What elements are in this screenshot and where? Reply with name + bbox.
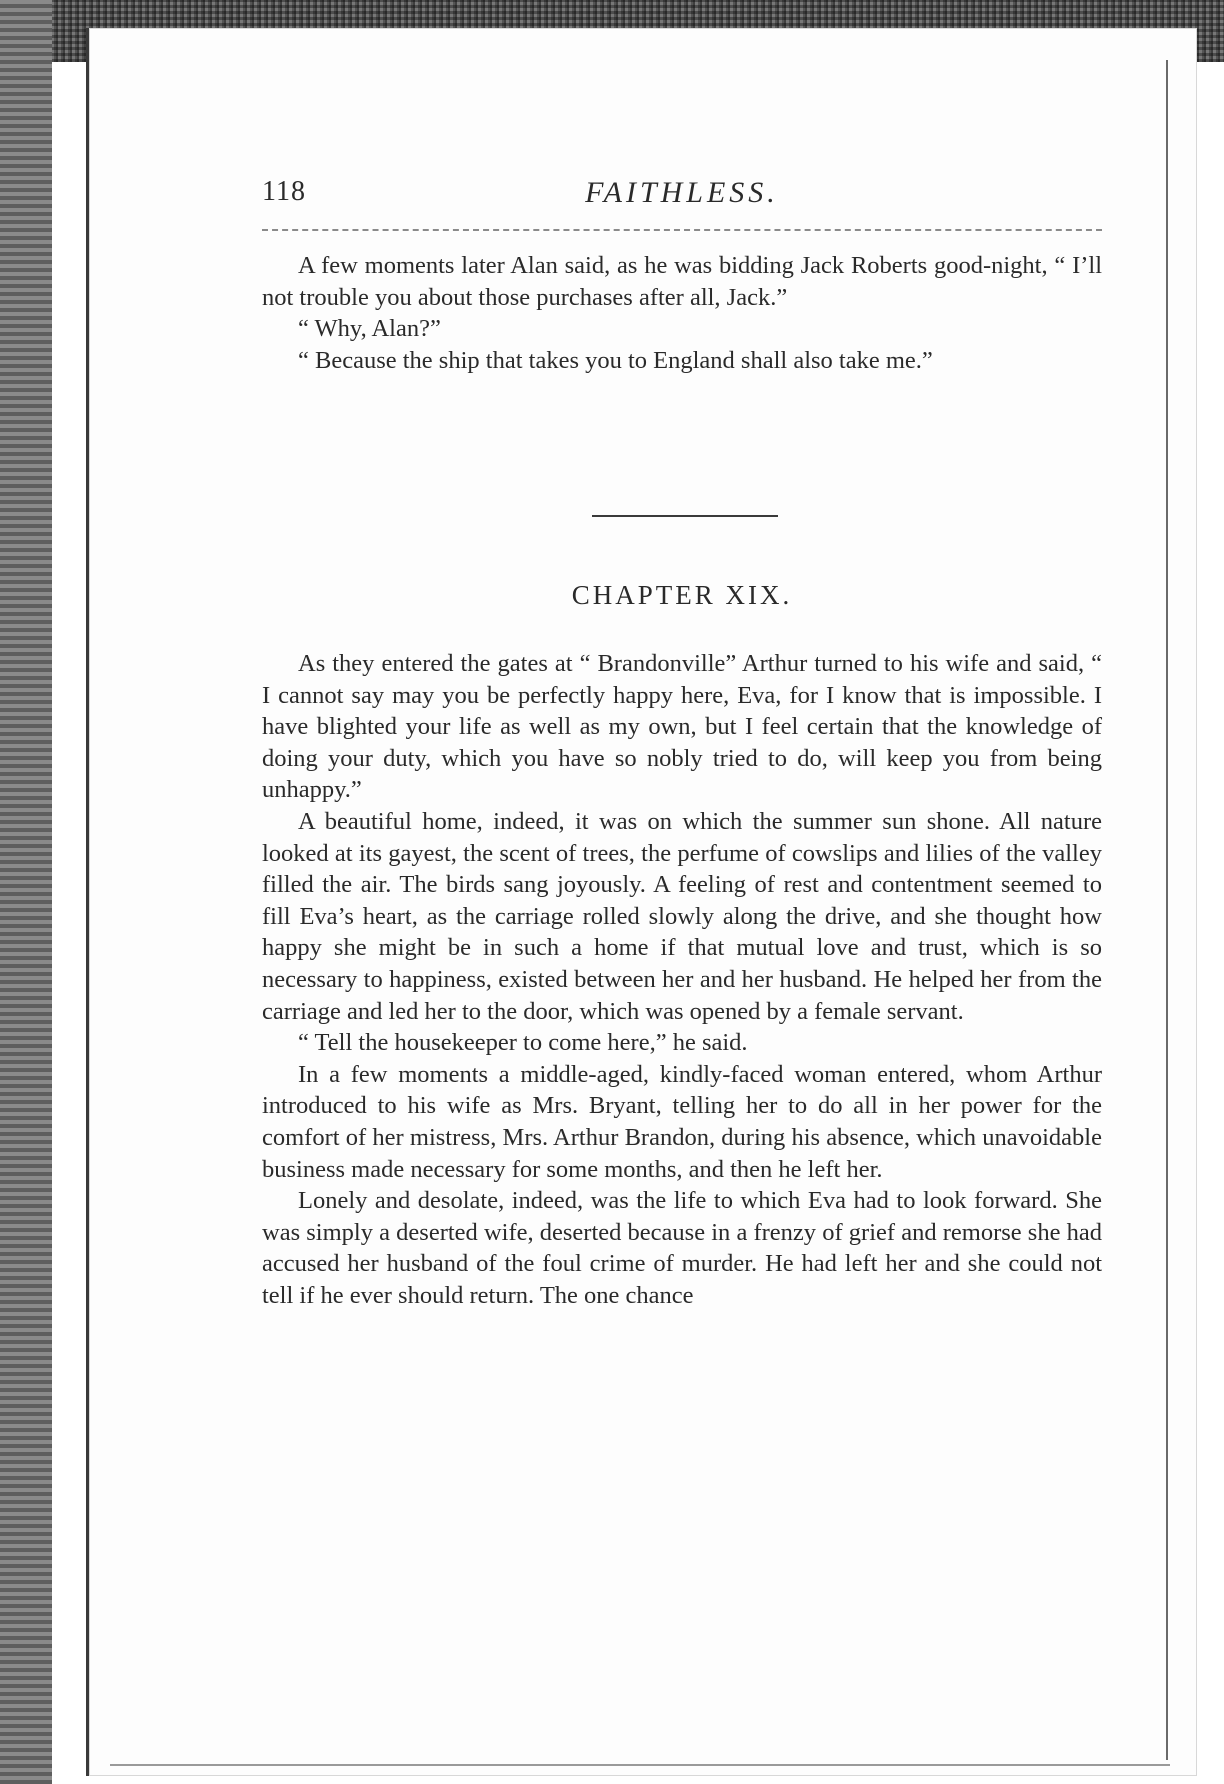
running-title: FAITHLESS. xyxy=(585,176,779,209)
text-before-break xyxy=(262,250,1102,376)
chapter-body xyxy=(262,648,1102,1311)
page-number: 118 xyxy=(262,176,306,207)
paragraph: A few moments later Alan said, as he was bidding Jack Roberts good-night, “ I’ll not trouble you about those purchases after all, Jack.” xyxy=(262,252,1102,311)
scan-left-edge xyxy=(0,0,52,1784)
paragraph: “ Why, Alan?” xyxy=(298,315,441,343)
paragraph: “ Tell the housekeeper to come here,” he said. xyxy=(298,1029,748,1057)
paragraph: Lonely and desolate, indeed, was the life to which Eva had to look forward. She was simply a deserted wife, deserted because in a frenzy of grief and remorse she had accused her husband of the foul crime of murder. He had left her and she could not tell if he ever should return. The one chance xyxy=(262,1187,1102,1309)
paragraph: A beautiful home, indeed, it was on which the summer sun shone. All nature looked at its gayest, the scent of trees, the perfume of cowslips and lilies of the valley filled the air. The birds sang joyously. A feeling of rest and contentment seemed to fill Eva’s heart, as the carriage rolled slowly along the drive, and she thought how happy she might be in such a home if that mutual love and trust, which is so necessary to happiness, existed between her and her husband. He helped her from the carriage and led her to the door, which was opened by a female servant. xyxy=(262,807,1102,1025)
section-break-rule xyxy=(592,515,778,517)
paragraph: In a few moments a middle-aged, kindly-faced woman entered, whom Arthur introduced to his wife as Mrs. Bryant, telling her to do all in her power for the comfort of her mistress, Mrs. Arthur Brandon, during his absence, which unavoidable business made necessary for some months, and then he left her. xyxy=(262,1060,1102,1183)
page-edge-right xyxy=(1166,60,1168,1760)
chapter-heading: CHAPTER XIX. xyxy=(571,580,793,610)
page-edge-bottom xyxy=(110,1764,1170,1766)
paragraph: As they entered the gates at “ Brandonville” Arthur turned to his wife and said, “ I cannot say may you be perfectly happy here, Eva, for I know that is impossible. I have blighted your life as well as my own, but I feel certain that the knowledge of doing your duty, which you have so nobly tried to do, will keep you from being unhappy.” xyxy=(262,650,1102,804)
page-header xyxy=(262,176,1102,226)
header-rule xyxy=(262,229,1102,231)
paragraph: “ Because the ship that takes you to England shall also take me.” xyxy=(298,346,933,374)
